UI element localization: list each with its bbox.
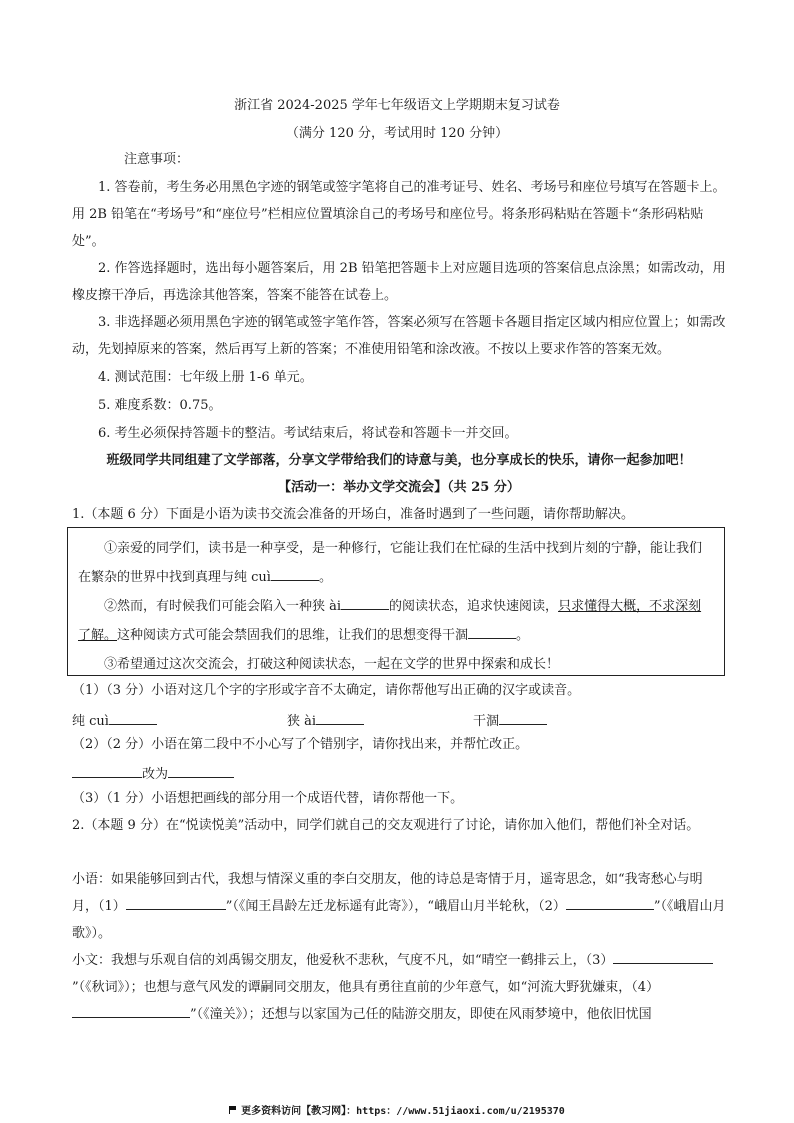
question-1-sub-1: （1）（3 分）小语对这几个字的字形或字音不太确定，请你帮他写出正确的汉字或读音。 [72,683,581,698]
fill-item-2 [287,710,364,729]
footer-link[interactable] [0,1102,794,1117]
note-item-4: 4. 测试范围：七年级上册 1-6 单元。 [98,370,313,385]
intro-text: 班级同学共同组建了文学部落，分享文学带给我们的诗意与美，也分享成长的快乐，请你一起参加吧！ [106,453,692,468]
dialogue-text: （4） [631,980,660,995]
passage-text: 的阅读状态，追求快速阅读， [389,599,559,614]
note-item-5: 5. 难度系数：0.75。 [98,398,222,413]
notes-heading-text: 注意事项： [124,152,190,167]
dialogue-text: ”（《闻王昌龄左迁龙标遥有此寄》），“峨眉山月半轮秋，（2） [225,899,566,914]
activity-heading: 【活动一：举办文学交流会】（共 25 分） [278,480,520,495]
answer-blank[interactable] [316,710,364,725]
note-item-1: 1. 答卷前，考生务必用黑色字迹的钢笔或签字笔将自己的准考证号、姓名、考场号和座位号填写在答题卡上。用 2B 铅笔在“考场号”和“座位号”栏相应位置填涂自己的考场号和座位号。将条形码粘贴在答题卡“条形码粘贴处”。 [72,180,726,249]
dialogue-text: ”（《峨眉山月歌》）。 [72,899,726,941]
question-1-stem: 1.（本题 6 分）下面是小语为读书交流会准备的开场白，准备时遇到了一些问题，请你帮助解决。 [72,507,634,522]
answer-blank[interactable] [72,763,142,778]
answer-blank[interactable] [613,949,713,964]
question-1-sub-3: （3）（1 分）小语想把画线的部分用一个成语代替，请你帮他一下。 [72,791,464,806]
passage-paragraph-3: ③希望通过这次交流会，打破这种阅读状态，一起在文学的世界中探索和成长！ [104,657,560,672]
page-subtitle: （满分 120 分，考试用时 120 分钟） [285,126,509,141]
change-label: 改为 [142,767,169,782]
passage-box [67,527,725,676]
fill-item-3 [473,710,547,729]
notes-heading [72,146,726,173]
note-item-2: 2. 作答选择题时，选出每小题答案后，用 2B 铅笔把答题卡上对应题目选项的答案信息点涂黑；如需改动，用橡皮擦干净后，再选涂其他答案，答案不能答在试卷上。 [72,261,726,303]
answer-blank[interactable] [271,566,319,581]
answer-blank[interactable] [126,895,226,910]
dialogue-xiaowen [72,947,726,1028]
note-item-3: 3. 非选择题必须用黑色字迹的钢笔或签字笔作答，答案必须写在答题卡各题目指定区域内相应位置上；如需改动，先划掉原来的答案，然后再写上新的答案；不准使用铅笔和涂改液。不按以上要求作答的答案无效。 [72,315,726,357]
fill-item-1 [72,710,157,729]
note-item-6: 6. 考生必须保持答题卡的整洁。考试结束后，将试卷和答题卡一并交回。 [98,426,518,441]
fill-label: 狭 ài [287,714,317,729]
passage-text: 。 [318,570,332,585]
answer-blank[interactable] [499,710,547,725]
dialogue-text: 小文：我想与乐观自信的刘禹锡交朋友，他爱秋不悲秋，气度不凡，如“晴空一鹤排云上，（3） [72,953,614,968]
underlined-phrase: 只求懂得大概，不求深刻了解。 [78,599,702,643]
answer-blank[interactable] [566,895,654,910]
correction-row [72,763,234,782]
dialogue-text: ”（《秋词》）；也想与意气风发的谭嗣同交朋友，他具有勇往直前的少年意气，如“河流大野犹嫌束， [72,980,632,995]
passage-text: ②然而，有时候我们可能会陷入一种狭 ài [104,599,342,614]
question-2-stem: 2.（本题 9 分）在“悦读悦美”活动中，同学们就自己的交友观进行了讨论，请你加入他们，帮他们补全对话。 [72,818,700,833]
question-1-sub-2: （2）（2 分）小语在第二段中不小心写了个错别字，请你找出来，并帮忙改正。 [72,737,529,752]
footer-text: 更多资料访问【教习网】：https：//www.51jiaoxi.com/u/2195370 [241,1106,565,1117]
passage-text: ①亲爱的同学们，读书是一种享受，是一种修行，它能让我们在忙碌的生活中找到片刻的宁静，能让我们在繁杂的世界中找到真理与纯 cuì [78,541,703,585]
flag-icon [229,1106,237,1114]
passage-text: 这种阅读方式可能会禁固我们的思维，让我们的思想变得干涸 [117,628,469,643]
passage-text: 。 [516,628,530,643]
dialogue-xiaoyu [72,866,726,947]
fill-label: 干涸 [473,714,500,729]
answer-blank[interactable] [72,1003,190,1018]
answer-blank[interactable] [168,763,234,778]
answer-blank[interactable] [109,710,157,725]
dialogue-text: 小语：如果能够回到古代，我想与情深义重的李白交朋友，他的诗总是寄情于月，遥寄思念，如“我寄愁心与明月，（1） [72,872,703,914]
answer-blank[interactable] [341,595,389,610]
page-title: 浙江省 2024-2025 学年七年级语文上学期期末复习试卷 [234,98,560,113]
passage-paragraph-2 [78,592,714,650]
passage-paragraph-1 [78,534,714,592]
fill-label: 纯 cuì [72,714,109,729]
dialogue-text: ”（《潼关》）；还想与以家国为己任的陆游交朋友，即使在风雨梦境中，他依旧忧国 [190,1007,652,1022]
answer-blank[interactable] [468,624,516,639]
